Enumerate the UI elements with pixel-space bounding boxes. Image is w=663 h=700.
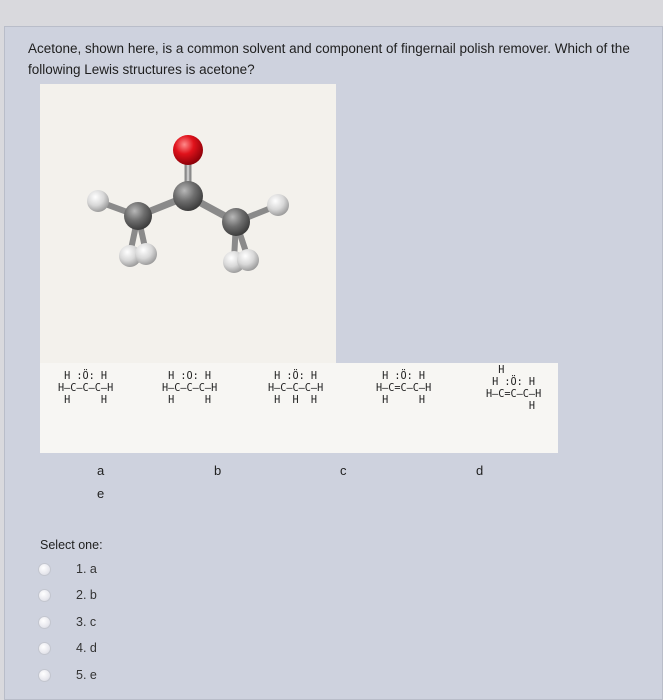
- hydrogen-atom: [237, 249, 259, 271]
- lewis-structure-d: H :Ö: H H–C=C–C–H H H: [376, 371, 432, 406]
- acetone-3d-model-image: [40, 84, 336, 364]
- choice-label: 5. e: [76, 668, 97, 682]
- choice-5[interactable]: [38, 666, 97, 684]
- radio-button[interactable]: [38, 669, 51, 682]
- carbon-atom: [173, 181, 203, 211]
- structure-label-c: c: [340, 463, 347, 478]
- hydrogen-atom: [135, 243, 157, 265]
- choice-1[interactable]: [38, 560, 97, 578]
- hydrogen-atom: [87, 190, 109, 212]
- choice-2[interactable]: [38, 586, 97, 604]
- radio-button[interactable]: [38, 616, 51, 629]
- structure-label-a: a: [97, 463, 105, 478]
- choice-label: 2. b: [76, 588, 97, 602]
- select-one-label: Select one:: [40, 538, 103, 552]
- radio-button[interactable]: [38, 563, 51, 576]
- structure-label-d: d: [476, 463, 484, 478]
- ball-and-stick-model: [40, 84, 336, 364]
- carbon-atom: [222, 208, 250, 236]
- choice-label: 4. d: [76, 641, 97, 655]
- structure-label-b: b: [214, 463, 222, 478]
- choice-3[interactable]: [38, 613, 97, 631]
- question-text: Acetone, shown here, is a common solvent and component of fingernail polish remover. Which of the following Lewis structures is acetone?: [28, 41, 630, 77]
- lewis-structure-b: H :O: H H–C–C–C–H H H: [162, 371, 218, 406]
- choice-label: 1. a: [76, 562, 97, 576]
- lewis-structure-e: H H :Ö: H H–C=C–C–H H: [486, 365, 542, 412]
- radio-button[interactable]: [38, 589, 51, 602]
- carbon-atom: [124, 202, 152, 230]
- lewis-structure-a: H :Ö: H H–C–C–C–H H H: [58, 371, 114, 406]
- lewis-structure-c: H :Ö: H H–C–C–C–H H H H: [268, 371, 324, 406]
- hydrogen-atom: [267, 194, 289, 216]
- choice-4[interactable]: [38, 639, 97, 657]
- lewis-structures-strip: [40, 363, 558, 453]
- oxygen-atom: [173, 135, 203, 165]
- choice-label: 3. c: [76, 615, 97, 629]
- structure-label-e: e: [97, 486, 105, 501]
- radio-button[interactable]: [38, 642, 51, 655]
